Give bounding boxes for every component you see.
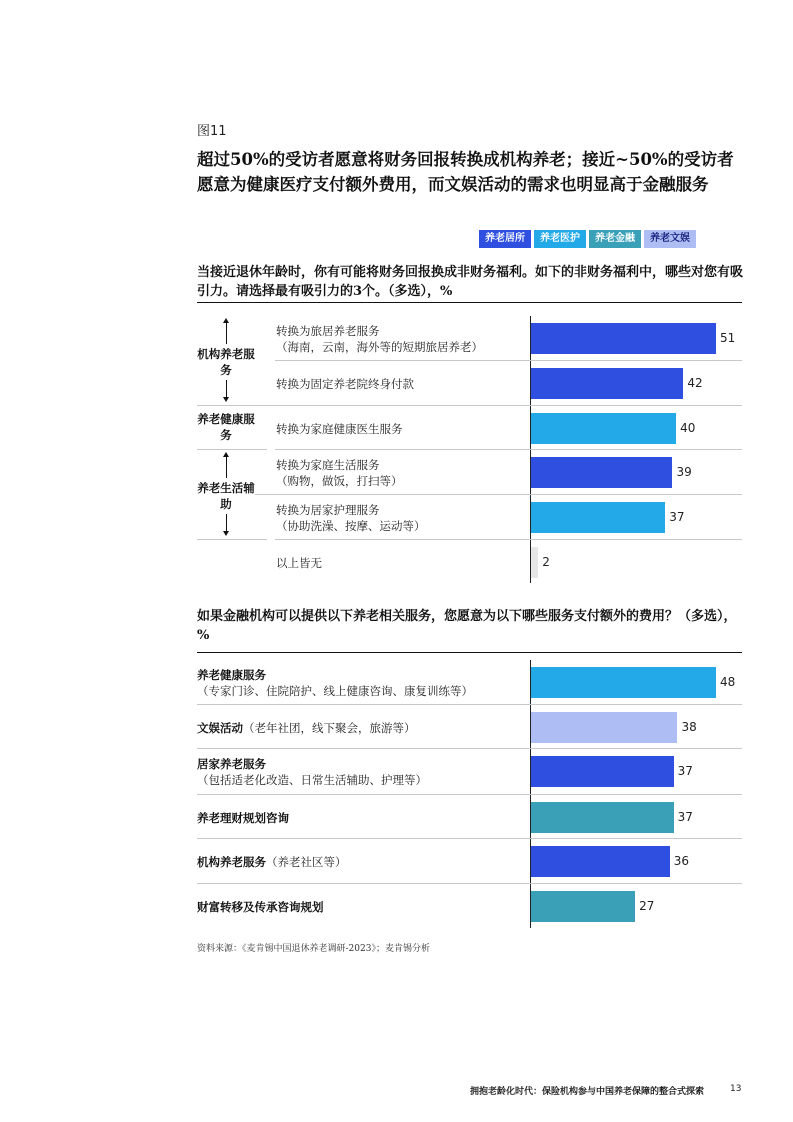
chart2-category-sublabel: （包括适老化改造、日常生活辅助、护理等） <box>197 773 427 787</box>
chart2-value-label: 27 <box>639 899 655 913</box>
chart2-bar <box>531 891 635 922</box>
chart2-category-detail: （老年社团，线下聚会，旅游等） <box>243 721 416 735</box>
chart2-category-label <box>197 720 527 736</box>
chart1-group-label: 养老健康服务 <box>197 412 255 442</box>
chart2-question: 如果金融机构可以提供以下养老相关服务，您愿意为以下哪些服务支付额外的费用？（多选），% <box>197 609 737 643</box>
chart2-bar <box>531 802 674 833</box>
chart2-row-separator <box>197 748 742 749</box>
chart2-category-bold: 居家养老服务 <box>197 757 266 771</box>
chart2-category-label <box>197 667 527 683</box>
chart2-category-detail: （养老社区等） <box>266 855 347 869</box>
chart2-category-bold: 财富转移及传承咨询规划 <box>197 900 324 914</box>
chart2-row-separator <box>197 883 742 884</box>
chart1-category-sublabel: （海南，云南，海外等的短期旅居养老） <box>276 340 483 354</box>
legend-item-health: 养老医护 <box>534 230 586 248</box>
page-footer: 拥抱老龄化时代：保险机构参与中国养老保障的整合式探索 <box>470 1087 705 1097</box>
chart2-value-label: 37 <box>677 810 693 824</box>
chart1-group-label: 养老生活辅助 <box>197 481 255 511</box>
chart2-bar <box>531 712 677 743</box>
chart1-category-label: 以上皆无 <box>276 556 322 570</box>
chart2-category-bold: 文娱活动 <box>197 721 243 735</box>
chart2-value-label: 38 <box>681 720 697 734</box>
chart1-category-label: 转换为固定养老院终身付款 <box>276 377 414 391</box>
chart1-value-label: 42 <box>687 376 703 390</box>
chart2-category-bold: 养老健康服务 <box>197 668 266 682</box>
chart2-category-label <box>197 810 527 826</box>
chart1-category-sublabel: （购物，做饭，打扫等） <box>276 474 403 488</box>
chart2-category-bold: 养老理财规划咨询 <box>197 811 289 825</box>
chart1-value-label: 37 <box>669 510 685 524</box>
source-note: 资料来源：《麦肯锡中国退休养老调研-2023》；麦肯锡分析 <box>197 944 430 954</box>
chart2-category-label <box>197 756 527 772</box>
chart2-bar <box>531 756 674 787</box>
chart2-value-label: 37 <box>677 764 693 778</box>
chart2-row-separator <box>197 838 742 839</box>
chart1-question: 当接近退休年龄时，你有可能将财务回报换成非财务福利。如下的非财务福利中，哪些对您有吸引力。请选择最有吸引力的3个。（多选），% <box>197 265 744 299</box>
chart2-bar <box>531 846 670 877</box>
figure-label: 图11 <box>197 124 227 139</box>
page-number: 13 <box>730 1084 742 1094</box>
chart1-group-label: 机构养老服务 <box>197 347 255 377</box>
legend-item-leisure: 养老文娱 <box>644 230 696 248</box>
figure-title: 超过50%的受访者愿意将财务回报转换成机构养老；接近~50%的受访者愿意为健康医疗支付额外费用，而文娱活动的需求也明显高于金融服务 <box>197 150 734 194</box>
chart2-category-bold: 机构养老服务 <box>197 855 266 869</box>
chart1-category-label: 转换为家庭健康医生服务 <box>276 422 403 436</box>
chart1-category-label: 转换为家庭生活服务 <box>276 458 380 472</box>
legend-item-finance: 养老金融 <box>589 230 641 248</box>
chart2-category-label <box>197 854 527 870</box>
chart2-value-label: 36 <box>673 854 690 868</box>
chart1-value-label: 40 <box>680 421 696 435</box>
chart2-value-label: 48 <box>720 675 736 689</box>
chart1-category-label: 转换为旅居养老服务 <box>276 324 380 338</box>
chart1-value-label: 2 <box>542 555 550 569</box>
legend-item-residence: 养老居所 <box>479 230 531 248</box>
chart2-bar <box>531 667 716 698</box>
chart2-row-separator <box>197 794 742 795</box>
chart2-row-separator <box>197 704 742 705</box>
chart1-value-label: 39 <box>676 465 692 479</box>
chart1-category-sublabel: （协助洗澡、按摩、运动等） <box>276 519 426 533</box>
chart1-category-label: 转换为居家护理服务 <box>276 503 380 517</box>
chart1-value-label: 51 <box>720 331 736 345</box>
chart2-category-label <box>197 899 527 915</box>
chart2-category-sublabel: （专家门诊、住院陪护、线上健康咨询、康复训练等） <box>197 684 473 698</box>
